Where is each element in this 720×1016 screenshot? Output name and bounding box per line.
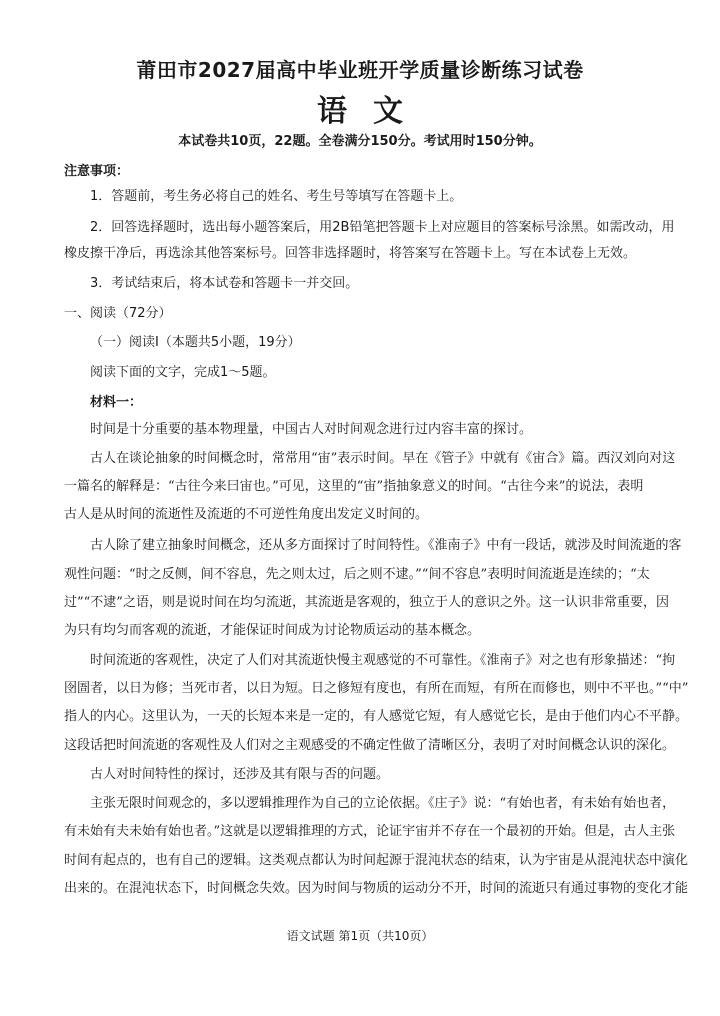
passage-line: 时间有起点的，也有自己的逻辑。这类观点都认为时间起源于混沌状态的结束，认为宇宙是从混沌状态中演化 <box>64 853 689 868</box>
notice-heading: 注意事项： <box>64 164 130 179</box>
passage-line: 有未始有夫未始有始也者。”这就是以逻辑推理的方式，论证宇宙并不存在一个最初的开始。但是，古人主张 <box>64 824 676 839</box>
passage-line: 观性问题：“时之反侧，间不容息，先之则太过，后之则不逮。”“间不容息”表明时间流逝是连续的；“太 <box>64 567 650 582</box>
notice-item: 3．考试结束后，将本试卷和答题卡一并交回。 <box>90 276 359 291</box>
passage-line: 这段话把时间流逝的客观性及人们对之主观感受的不确定性做了清晰区分，表明了对时间概念认识的深化。 <box>64 738 676 753</box>
passage-line: 古人除了建立抽象时间概念，还从多方面探讨了时间特性。《淮南子》中有一段话，就涉及时间流逝的客 <box>90 538 682 553</box>
passage-line: 时间流逝的客观性，决定了人们对其流逝快慢主观感觉的不可靠性。《淮南子》对之也有形象描述：“拘 <box>90 653 676 668</box>
subject-title: 语文 <box>317 94 429 129</box>
passage-line: 时间是十分重要的基本物理量，中国古人对时间观念进行过内容丰富的探讨。 <box>90 422 533 437</box>
passage-line: 古人是从时间的流逝性及流逝的不可逆性角度出发定义时间的。 <box>64 507 429 522</box>
passage-line: 过”“不逮”之语，则是说时间在均匀流逝，其流逝是客观的，独立于人的意识之外。这一认识非常重要，因 <box>64 595 669 610</box>
notice-item: 2．回答选择题时，选出每小题答案后，用2B铅笔把答题卡上对应题目的答案标号涂黑。如需改动，用 <box>90 220 675 235</box>
passage-line: 为只有均匀而客观的流逝，才能保证时间成为讨论物质运动的基本概念。 <box>64 623 481 638</box>
part-heading: （一）阅读Ⅰ（本题共5小题，19分） <box>90 335 301 350</box>
passage-line: 囹圄者，以日为修；当死市者，以日为短。日之修短有度也，有所在而短，有所在而修也，则中不平也。”“中” <box>64 681 689 696</box>
section-heading: 一、阅读（72分） <box>64 306 172 321</box>
passage-line: 一篇名的解释是：“古往今来曰宙也。”可见，这里的“宙”指抽象意义的时间。“古往今来”的说法，表明 <box>64 479 644 494</box>
passage-line: 指人的内心。这里认为，一天的长短本来是一定的，有人感觉它短，有人感觉它长，是由于他们内心不平静。 <box>64 709 689 724</box>
notice-item: 橡皮擦干净后，再选涂其他答案标号。回答非选择题时，将答案写在答题卡上。写在本试卷上无效。 <box>64 246 637 261</box>
exam-info: 本试卷共10页，22题。全卷满分150分。考试用时150分钟。 <box>178 134 542 149</box>
passage-line: 主张无限时间观念的，多以逻辑推理作为自己的立论依据。《庄子》说：“有始也者，有未始有始也者， <box>90 796 676 811</box>
passage-line: 古人在谈论抽象的时间概念时，常常用“宙”表示时间。早在《管子》中就有《宙合》篇。西汉刘向对这 <box>90 451 676 466</box>
page-footer: 语文试题 第1页（共10页） <box>286 929 434 943</box>
passage-line: 古人对时间特性的探讨，还涉及其有限与否的问题。 <box>90 767 390 782</box>
notice-item: 1．答题前，考生务必将自己的姓名、考生号等填写在答题卡上。 <box>90 189 463 204</box>
exam-title: 莆田市2027届高中毕业班开学质量诊断练习试卷 <box>136 58 584 82</box>
material-label: 材料一： <box>90 395 143 410</box>
reading-instruction: 阅读下面的文字，完成1～5题。 <box>90 365 276 380</box>
passage-line: 出来的。在混沌状态下，时间概念失效。因为时间与物质的运动分不开，时间的流逝只有通过事物的变化才能 <box>64 881 689 896</box>
